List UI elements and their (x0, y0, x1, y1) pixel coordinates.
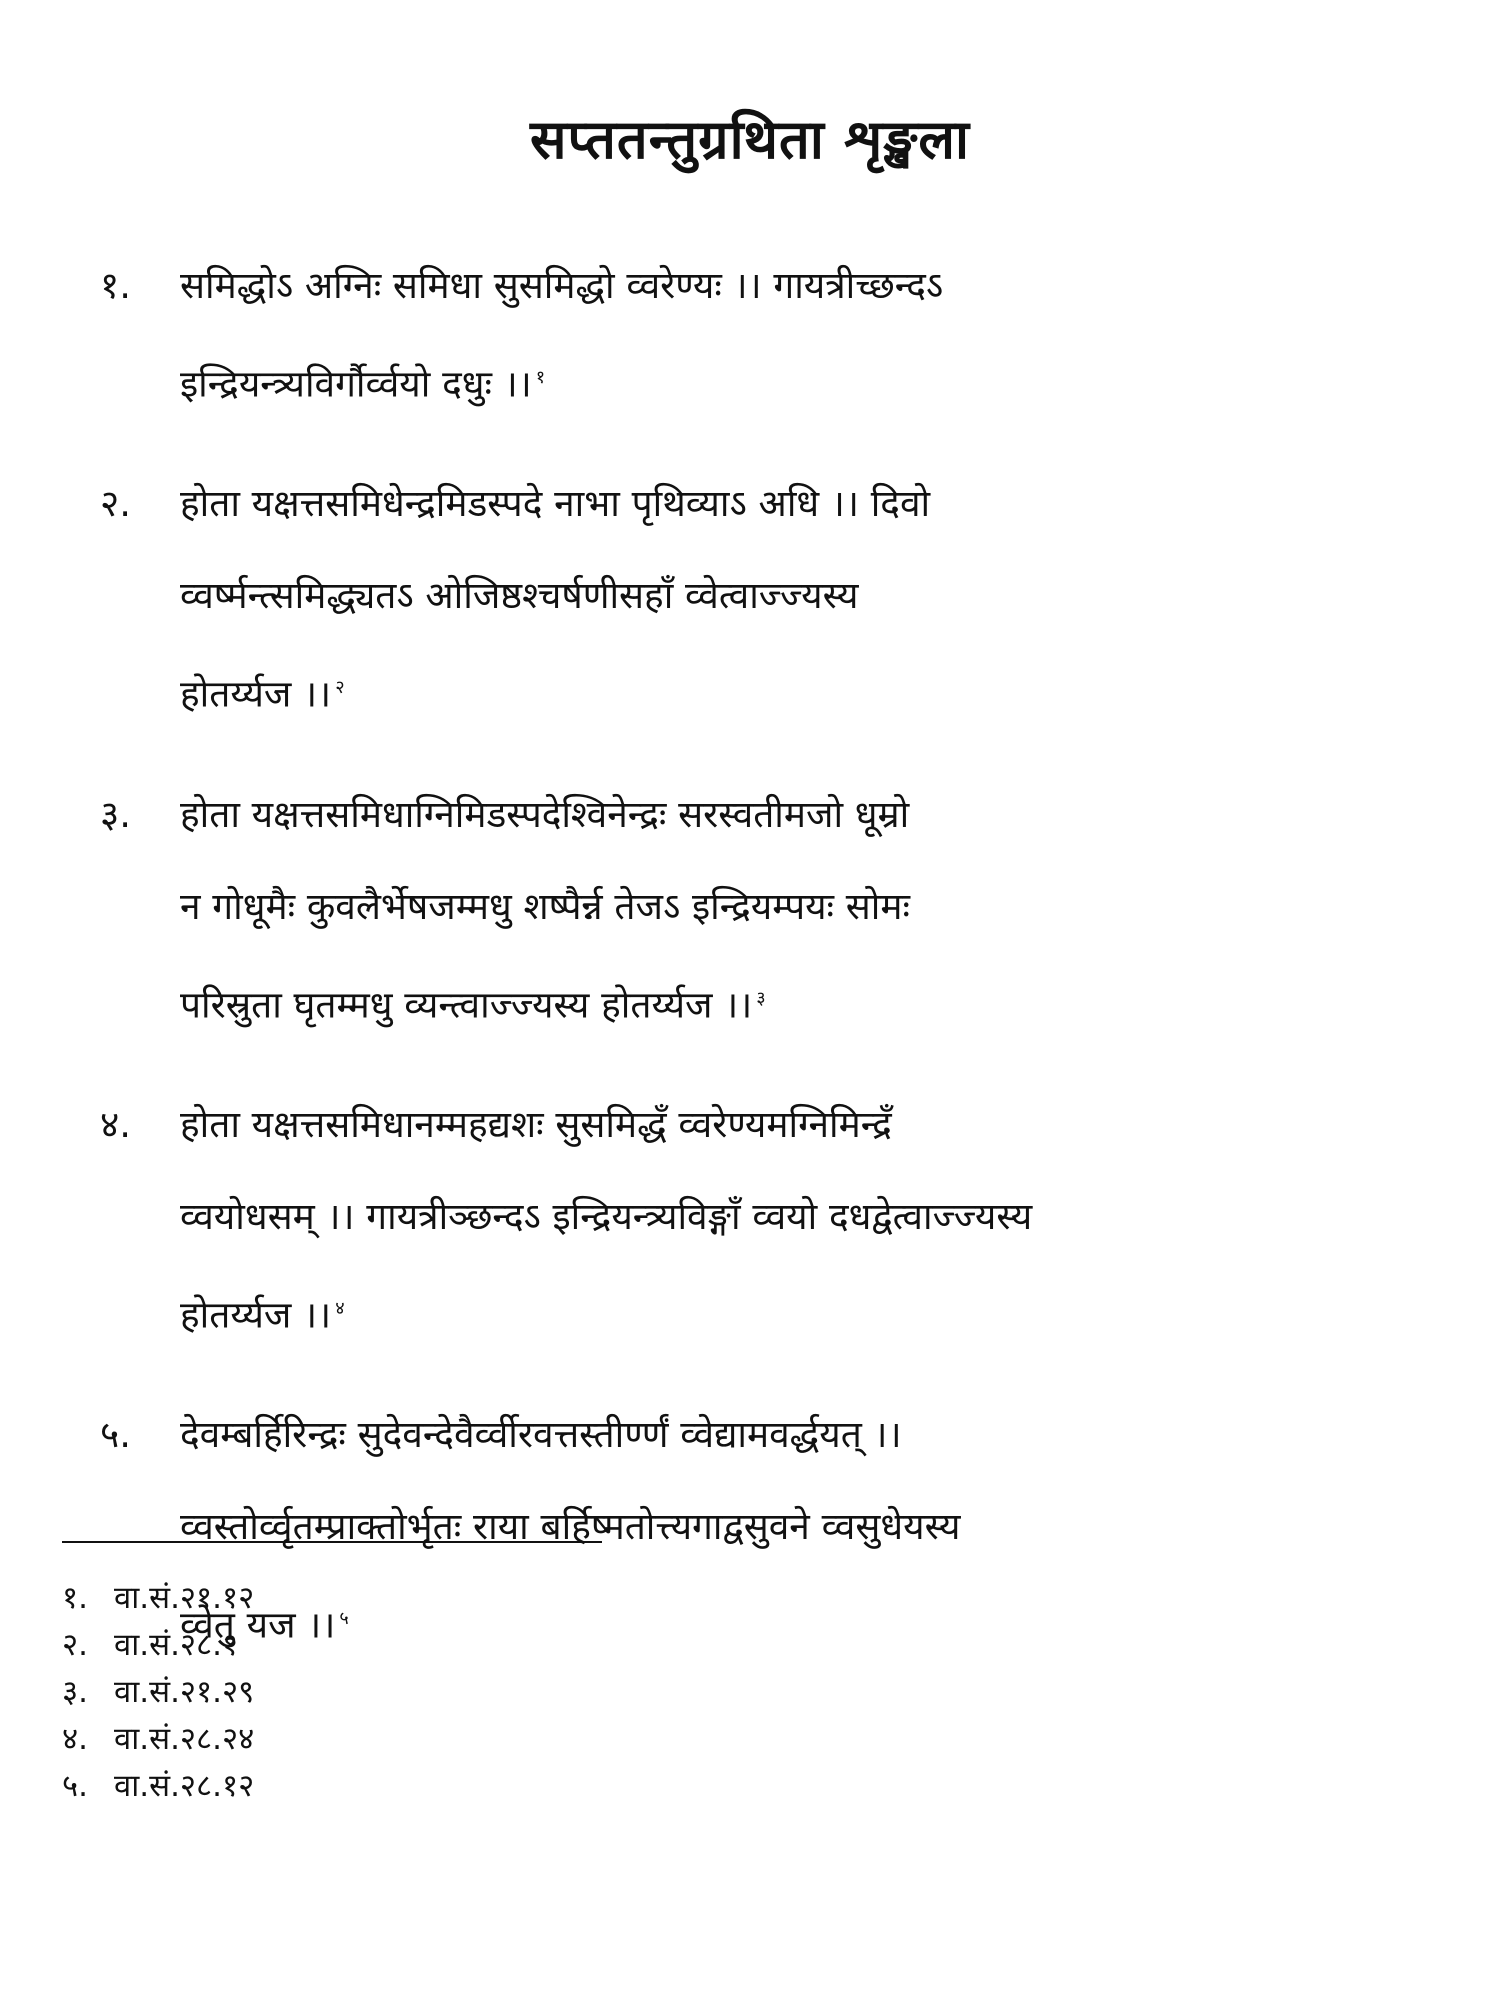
verse-number: ३. (100, 792, 132, 836)
footnote (62, 1669, 762, 1716)
footnote-reference: वा.सं.२८.१२ (114, 1768, 255, 1804)
footnote-reference: वा.सं.२१.२९ (114, 1674, 255, 1710)
footnote-reference: वा.सं.२८.१ (114, 1627, 239, 1663)
verse-number: ५. (100, 1413, 132, 1457)
verse (100, 1079, 1400, 1361)
footnote-marker[interactable]: ४ (335, 1297, 345, 1319)
footnote-marker[interactable]: २ (335, 677, 345, 699)
verse-line-text: होतर्य्यज ।। (180, 1293, 332, 1337)
verse (100, 458, 1400, 740)
verse-line-text: होतर्य्यज ।। (180, 672, 332, 716)
verse-line-text: परिस्रुता घृतम्मधु व्यन्त्वाज्ज्यस्य होतर्य्यज ।। (180, 982, 753, 1026)
verse-text (180, 240, 1400, 430)
verse-number: २. (100, 482, 132, 526)
footnote-marker[interactable]: ३ (756, 987, 766, 1009)
verse-text (180, 769, 1400, 1051)
verse-line: समिद्धोऽ अग्निः समिधा सुसमिद्धो व्वरेण्यः ।। गायत्रीच्छन्दऽ (180, 264, 944, 307)
verse-line-last (180, 1263, 1400, 1361)
footnote-number: ३. (62, 1674, 88, 1710)
footnote-number: १. (62, 1580, 88, 1616)
footnote (62, 1716, 762, 1763)
verse-line-text: इन्द्रियन्त्र्यविर्गौर्व्वयो दधुः ।। (180, 362, 532, 406)
footnote-divider (62, 1541, 602, 1543)
verse-line-last (180, 332, 1400, 430)
verse-line-last (180, 953, 1400, 1051)
verse-line-last (180, 642, 1400, 740)
verse (100, 769, 1400, 1051)
verse-line-text: व्वेतु यज ।। (180, 1603, 336, 1647)
page-title: सप्ततन्तुग्रथिता शृङ्खला (530, 108, 970, 171)
verse-text (180, 1079, 1400, 1361)
verse-number: १. (100, 264, 132, 307)
footnote-number: ५. (62, 1768, 88, 1804)
verse-line: होता यक्षत्तसमिधानम्महद्यशः सुसमिद्धँ व्वरेण्यमग्निमिन्द्रँ (180, 1102, 892, 1146)
verse-line: व्वस्तोर्व्वृतम्प्राक्तोर्भृतः राया बर्हिष्मतोत्त्यगाद्वसुवने व्वसुधेयस्य (180, 1505, 961, 1549)
footnote-number: २. (62, 1627, 88, 1663)
verse-line: व्वर्ष्मन्त्समिद्ध्यतऽ ओजिष्ठश्चर्षणीसहाँ व्वेत्वाज्ज्यस्य (180, 574, 859, 618)
verse-list (100, 240, 1400, 1700)
verse-line: न गोधूमैः कुवलैर्भेषजम्मधु शष्पैर्न्न तेजऽ इन्द्रियम्पयः सोमः (180, 884, 910, 928)
footnote (62, 1763, 762, 1810)
verse (100, 240, 1400, 430)
footnote-marker[interactable]: ५ (339, 1608, 349, 1630)
footnote-number: ४. (62, 1721, 88, 1757)
footnote-reference: वा.सं.२१.१२ (114, 1580, 255, 1616)
verse-line: देवम्बर्हिरिन्द्रः सुदेवन्देवैर्व्वीरवत्तस्तीर्ण्णं व्वेद्यामवर्द्धयत् ।। (180, 1413, 902, 1457)
footnote-marker[interactable]: १ (535, 367, 546, 388)
verse-line: होता यक्षत्तसमिधेन्द्रमिडस्पदे नाभा पृथिव्याऽ अधि ।। दिवो (180, 482, 931, 526)
footnote-list (62, 1575, 762, 1810)
verse-line: होता यक्षत्तसमिधाग्निमिडस्पदेश्विनेन्द्रः सरस्वतीमजो धूम्रो (180, 792, 910, 836)
footnote (62, 1575, 762, 1622)
footnote (62, 1622, 762, 1669)
verse-text (180, 458, 1400, 740)
footnote-reference: वा.सं.२८.२४ (114, 1721, 255, 1757)
verse-number: ४. (100, 1102, 132, 1146)
verse-line: व्वयोधसम् ।। गायत्रीञ्छन्दऽ इन्द्रियन्त्र्यविङ्गाँ व्वयो दधद्वेत्वाज्ज्यस्य (180, 1194, 1033, 1238)
